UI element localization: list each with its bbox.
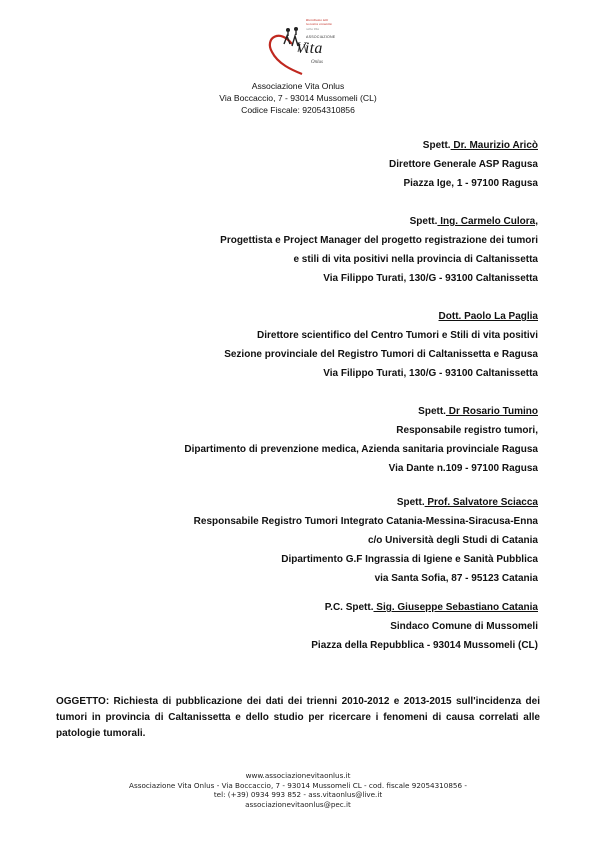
letterhead-address: Via Boccaccio, 7 - 93014 Mussomeli (CL) <box>219 93 377 103</box>
recipient-title-line <box>311 598 538 617</box>
recipient-name: Dott. Paolo La Paglia <box>438 311 538 322</box>
recipient-name: Dr Rosario Tumino <box>445 406 538 417</box>
recipient-line: Direttore scientifico del Centro Tumori e Stili di vita positivi <box>257 330 538 341</box>
recipient-line: Sindaco Comune di Mussomeli <box>390 621 538 632</box>
logo-name: Vita <box>296 40 323 57</box>
subject-paragraph <box>56 694 540 742</box>
recipient-line: Via Filippo Turati, 130/G - 93100 Caltanissetta <box>323 273 538 284</box>
recipient-title-line <box>389 136 538 155</box>
logo-tagline-line: Ricordiamo tutti <box>306 18 329 22</box>
logo-onlus: Onlus <box>311 60 323 65</box>
recipient-prefix: Spett. <box>418 406 446 417</box>
recipient-name: Prof. Salvatore Sciacca <box>424 497 538 508</box>
recipient-line: e stili di vita positivi nella provincia di Caltanissetta <box>293 254 538 265</box>
logo-tagline-line: nella Vita <box>306 26 320 31</box>
recipient-name: Sig. Giuseppe Sebastiano Catania <box>373 602 538 613</box>
recipient-name: Dr. Maurizio Aricò <box>450 140 538 151</box>
recipient-line: via Santa Sofia, 87 - 95123 Catania <box>374 573 538 584</box>
recipient-prefix: P.C. Spett. <box>324 602 374 613</box>
recipient-line: Sezione provinciale del Registro Tumori di Caltanissetta e Ragusa <box>224 349 538 360</box>
recipient-prefix: Spett. <box>396 497 425 508</box>
footer-address: Associazione Vita Onlus - Via Boccaccio, 7 - 93014 Mussomeli CL - cod. fiscale 92054310856 - <box>129 780 467 790</box>
recipient-line: Direttore Generale ASP Ragusa <box>389 159 538 170</box>
letterhead-name: Associazione Vita Onlus <box>251 81 345 91</box>
recipient-block <box>194 493 538 588</box>
recipient-title-line <box>184 402 538 421</box>
recipient-prefix: Spett. <box>422 140 451 151</box>
recipient-line: Piazza Ige, 1 - 97100 Ragusa <box>403 178 538 189</box>
subject-label: OGGETTO: <box>56 696 110 707</box>
subject-text: Richiesta di pubblicazione dei dati dei trienni 2010-2012 e 2013-2015 sull'incidenza dei tumori in provincia di Caltanissetta e dello studio per ricercare i fenomeni di causa correlati alle patologie tumorali. <box>56 696 540 739</box>
logo-tagline <box>306 18 332 31</box>
recipient-block <box>389 136 538 193</box>
recipient-line: Dipartimento di prevenzione medica, Azienda sanitaria provinciale Ragusa <box>184 444 538 455</box>
footer-website: www.associazionevitaonlus.it <box>245 771 351 780</box>
recipient-block <box>220 212 538 288</box>
letterhead-fiscal-code: Codice Fiscale: 92054310856 <box>241 105 355 115</box>
recipient-line: Responsabile Registro Tumori Integrato Catania-Messina-Siracusa-Enna <box>193 516 538 527</box>
recipient-title-line <box>224 307 538 326</box>
letterhead <box>0 80 596 116</box>
recipient-line: Responsabile registro tumori, <box>396 425 538 436</box>
recipient-title-line <box>194 493 538 512</box>
recipient-line: Via Filippo Turati, 130/G - 93100 Caltanissetta <box>323 368 538 379</box>
recipient-block <box>184 402 538 478</box>
recipient-line: Progettista e Project Manager del progetto registrazione dei tumori <box>220 235 538 246</box>
recipient-block <box>311 598 538 655</box>
recipient-name: Ing. Carmelo Culora, <box>437 216 538 227</box>
recipient-title-line <box>220 212 538 231</box>
footer-pec: associazionevitaonlus@pec.it <box>245 799 351 809</box>
page-footer <box>0 771 596 809</box>
logo-tagline-line: la nostra comunità <box>306 22 332 27</box>
footer-contacts: tel: (+39) 0934 993 852 - ass.vitaonlus@live.it <box>213 790 383 799</box>
recipient-prefix: Spett. <box>409 216 438 227</box>
recipient-line: Via Dante n.109 - 97100 Ragusa <box>388 463 538 474</box>
recipient-line: Piazza della Repubblica - 93014 Mussomeli (CL) <box>311 640 538 651</box>
recipient-block <box>224 307 538 383</box>
recipient-line: c/o Università degli Studi di Catania <box>367 535 538 546</box>
logo-small-label: ASSOCIAZIONE <box>306 35 336 39</box>
recipient-line: Dipartimento G.F Ingrassia di Igiene e Sanità Pubblica <box>281 554 538 565</box>
